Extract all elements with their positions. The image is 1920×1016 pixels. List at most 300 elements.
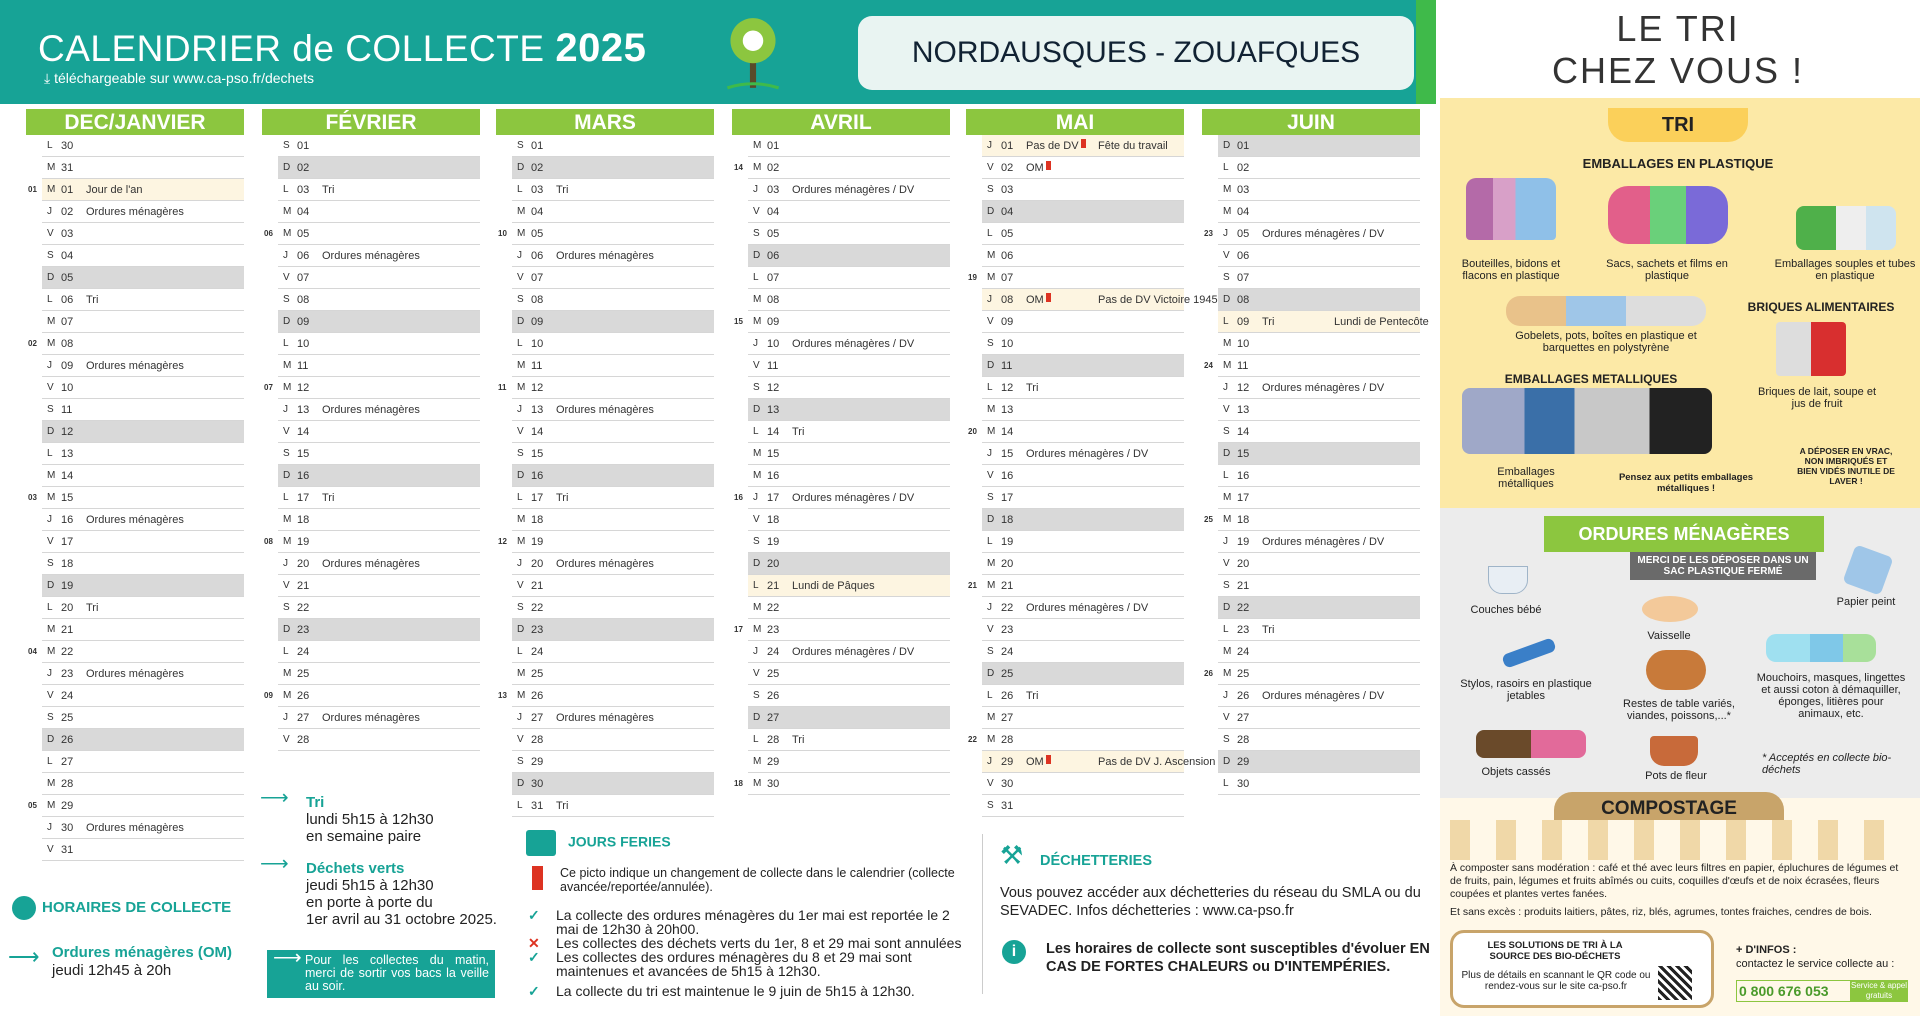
hanger-icon [1476, 730, 1586, 758]
day-letter: M [1223, 206, 1232, 217]
day-number: 20 [297, 558, 310, 570]
tissue-icon [1766, 634, 1876, 662]
day-letter: L [753, 580, 759, 591]
day-number: 09 [767, 316, 780, 328]
collection-event: Ordures ménagères [556, 404, 654, 416]
day-number: 14 [767, 426, 780, 438]
collection-event: Ordures ménagères [322, 558, 420, 570]
day-row [28, 487, 244, 509]
day-letter: D [753, 712, 761, 723]
arrow-icon: ⟶ [260, 787, 289, 809]
pensez-label: Pensez aux petits emballages métalliques ! [1618, 472, 1754, 494]
info-icon: i [1002, 940, 1026, 964]
day-row [42, 201, 244, 223]
day-letter: J [1223, 382, 1228, 393]
day-row [734, 773, 950, 795]
check-icon: ✓ [528, 907, 540, 923]
day-row [1204, 223, 1420, 245]
day-row [42, 817, 244, 839]
day-letter: J [753, 184, 758, 195]
gobelets-label: Gobelets, pots, boîtes en plastique et barquettes en polystyrène [1515, 330, 1697, 354]
day-row [512, 157, 714, 179]
day-row [1218, 751, 1420, 773]
day-number: 15 [61, 492, 74, 504]
day-row [1218, 597, 1420, 619]
collection-event: Ordures ménagères / DV [792, 184, 915, 196]
day-letter: D [753, 250, 761, 261]
dechetterie-icon: ⚒ [1000, 840, 1024, 870]
briques-label: Briques de lait, soupe et jus de fruit [1757, 386, 1877, 410]
dechetteries-text: Vous pouvez accéder aux déchetteries du réseau du SMLA ou du SEVADEC. Infos déchetteries : www.ca-pso.fr [1000, 885, 1421, 919]
collection-event: Ordures ménagères / DV [1026, 602, 1149, 614]
day-number: 07 [1237, 272, 1250, 284]
day-row [512, 289, 714, 311]
holiday-label: Pas de DV J. Ascension [1098, 756, 1216, 768]
collection-event: Tri [792, 426, 805, 438]
day-number: 08 [1237, 294, 1250, 306]
tri-panel [1436, 0, 1920, 1016]
day-number: 02 [61, 206, 74, 218]
month-header: MARS [496, 109, 714, 135]
day-letter: M [47, 338, 56, 349]
collection-event: Tri [1262, 624, 1275, 636]
day-letter: M [47, 470, 56, 481]
day-row [42, 157, 244, 179]
compost-l1: À composter sans modération : café et thé avec leurs filtres en papier, épluchures de légumes et de fruits, pain, légumes et fruits abîmés ou cuits, coquilles d'œufs et de noix écrasées, fleurs coupées et plantes vertes fanées. [1450, 862, 1899, 900]
day-row [982, 619, 1184, 641]
week-number: 03 [28, 493, 37, 502]
day-number: 12 [767, 382, 780, 394]
day-row [1218, 201, 1420, 223]
day-number: 03 [531, 184, 544, 196]
day-letter: J [987, 756, 992, 767]
day-number: 11 [61, 404, 73, 416]
day-row [278, 201, 480, 223]
day-letter: J [47, 668, 52, 679]
day-letter: M [987, 734, 996, 745]
collection-event: Ordures ménagères / DV [792, 646, 915, 658]
day-number: 28 [61, 778, 74, 790]
day-letter: V [283, 426, 290, 437]
day-letter: L [47, 448, 53, 459]
collection-event: Ordures ménagères [86, 514, 184, 526]
day-letter: S [517, 140, 524, 151]
day-row [512, 707, 714, 729]
day-letter: V [283, 272, 290, 283]
day-number: 23 [61, 668, 74, 680]
dv-legend-l3: 1er avril au 31 octobre 2025. [306, 911, 497, 928]
day-number: 01 [531, 140, 544, 152]
day-letter: S [283, 602, 290, 613]
day-letter: J [47, 206, 52, 217]
day-number: 22 [1237, 602, 1250, 614]
day-row [748, 663, 950, 685]
change-flag-icon [1081, 139, 1086, 148]
collection-event: Tri [556, 492, 569, 504]
day-number: 14 [1001, 426, 1014, 438]
cross-icon: ✕ [528, 935, 540, 951]
collection-event: Ordures ménagères [86, 206, 184, 218]
day-row [982, 773, 1184, 795]
day-row [512, 267, 714, 289]
day-row [748, 509, 950, 531]
day-number: 20 [61, 602, 74, 614]
day-number: 12 [1237, 382, 1250, 394]
day-letter: M [47, 778, 56, 789]
day-number: 10 [61, 382, 74, 394]
day-row [512, 333, 714, 355]
day-letter: J [283, 558, 288, 569]
header-banner [0, 0, 1436, 104]
infos-title: + D'INFOS : [1736, 944, 1797, 956]
can-icon [1462, 388, 1712, 454]
day-number: 27 [531, 712, 544, 724]
day-number: 24 [297, 646, 310, 658]
collection-event: Tri [556, 800, 569, 812]
day-letter: L [1223, 162, 1229, 173]
day-number: 28 [297, 734, 310, 746]
week-number: 05 [28, 801, 37, 810]
day-number: 08 [531, 294, 544, 306]
download-link[interactable]: ⤓ téléchargeable sur www.ca-pso.fr/dechets [44, 70, 314, 86]
day-letter: M [283, 514, 292, 525]
day-number: 26 [767, 690, 780, 702]
day-letter: J [753, 646, 758, 657]
tri-legend-l2: en semaine paire [306, 828, 422, 845]
dv-legend-l2: en porte à porte du [306, 894, 433, 911]
day-number: 11 [1001, 360, 1013, 372]
day-number: 30 [767, 778, 780, 790]
week-number: 07 [264, 383, 273, 392]
collection-event: Jour de l'an [86, 184, 143, 196]
day-letter: M [1223, 360, 1232, 371]
day-row [968, 267, 1184, 289]
day-letter: M [517, 382, 526, 393]
day-letter: D [1223, 294, 1231, 305]
calendar-icon [526, 830, 556, 856]
day-letter: L [1223, 470, 1229, 481]
download-icon: ⤓ [44, 70, 55, 86]
day-row [42, 773, 244, 795]
day-number: 18 [297, 514, 310, 526]
day-row [748, 333, 950, 355]
dechetteries-title: DÉCHETTERIES [1040, 852, 1152, 869]
day-number: 30 [61, 822, 74, 834]
day-number: 26 [531, 690, 544, 702]
day-number: 13 [531, 404, 544, 416]
day-number: 05 [1237, 228, 1250, 240]
tri-legend [260, 787, 434, 845]
tri-banner: TRI [1608, 108, 1748, 142]
day-row [278, 487, 480, 509]
day-number: 07 [1001, 272, 1014, 284]
day-letter: D [753, 404, 761, 415]
collection-event: Tri [556, 184, 569, 196]
om-banner: ORDURES MÉNAGÈRES [1544, 516, 1824, 552]
day-letter: S [283, 294, 290, 305]
day-number: 22 [297, 602, 310, 614]
day-row [498, 685, 714, 707]
day-row [278, 443, 480, 465]
day-row [42, 685, 244, 707]
holiday-label: Lundi de Pentecôte [1334, 316, 1429, 328]
collection-event: Ordures ménagères [322, 404, 420, 416]
day-row [982, 223, 1184, 245]
day-number: 02 [1001, 162, 1014, 174]
day-number: 25 [61, 712, 74, 724]
day-number: 13 [1237, 404, 1250, 416]
day-row [748, 355, 950, 377]
dv-legend-l1: jeudi 5h15 à 12h30 [306, 877, 434, 894]
day-row [1218, 399, 1420, 421]
week-number: 19 [968, 273, 977, 282]
day-number: 23 [531, 624, 544, 636]
day-row [512, 619, 714, 641]
arrow-icon: ⟶ [8, 944, 40, 969]
day-letter: M [283, 228, 292, 239]
day-row [1218, 707, 1420, 729]
day-number: 10 [1001, 338, 1014, 350]
day-number: 08 [297, 294, 310, 306]
day-number: 21 [297, 580, 310, 592]
day-row [42, 663, 244, 685]
day-letter: M [283, 536, 292, 547]
vaisselle-label: Vaisselle [1647, 630, 1691, 642]
day-letter: M [753, 294, 762, 305]
day-row [982, 751, 1216, 773]
day-letter: J [987, 448, 992, 459]
day-letter: S [987, 800, 994, 811]
day-number: 13 [297, 404, 310, 416]
diaper-icon [1488, 566, 1528, 594]
day-number: 28 [1237, 734, 1250, 746]
day-row [982, 465, 1184, 487]
day-row [748, 597, 950, 619]
day-number: 03 [1001, 184, 1014, 196]
week-number: 02 [28, 339, 37, 348]
vrac-label: A DÉPOSER EN VRAC, NON IMBRIQUÉS ET BIEN VIDÉS INUTILE DE LAVER ! [1797, 446, 1895, 486]
day-letter: M [517, 690, 526, 701]
day-row [512, 509, 714, 531]
change-flag-icon [1046, 293, 1051, 302]
month-column [262, 109, 480, 751]
day-letter: V [1223, 250, 1230, 261]
day-letter: L [47, 756, 53, 767]
day-row [982, 443, 1184, 465]
day-letter: D [517, 316, 525, 327]
day-number: 18 [1001, 514, 1014, 526]
day-number: 19 [1237, 536, 1250, 548]
day-row [278, 641, 480, 663]
day-number: 17 [1237, 492, 1250, 504]
day-number: 22 [531, 602, 544, 614]
restes-label: Restes de table variés, viandes, poissons,...* [1623, 698, 1735, 722]
day-row [1218, 465, 1420, 487]
day-letter: S [283, 140, 290, 151]
day-letter: V [47, 690, 54, 701]
day-letter: M [987, 404, 996, 415]
day-letter: L [517, 338, 523, 349]
day-letter: L [283, 184, 289, 195]
holiday-label: Fête du travail [1098, 140, 1168, 152]
tube-icon [1796, 206, 1896, 250]
day-row [512, 597, 714, 619]
day-number: 02 [767, 162, 780, 174]
day-letter: D [517, 778, 525, 789]
day-row [1218, 575, 1420, 597]
day-number: 24 [767, 646, 780, 658]
day-number: 21 [531, 580, 544, 592]
day-number: 01 [1237, 140, 1250, 152]
day-number: 09 [531, 316, 544, 328]
day-letter: M [753, 162, 762, 173]
day-number: 26 [297, 690, 310, 702]
day-letter: M [753, 624, 762, 635]
day-row [982, 597, 1184, 619]
arrow-icon: ⟶ [260, 853, 289, 875]
day-number: 22 [767, 602, 780, 614]
collection-event: Tri [322, 492, 335, 504]
day-number: 27 [1001, 712, 1014, 724]
day-number: 25 [1001, 668, 1014, 680]
day-row [1204, 663, 1420, 685]
day-number: 14 [297, 426, 310, 438]
day-letter: D [47, 580, 55, 591]
day-letter: M [753, 316, 762, 327]
day-number: 03 [297, 184, 310, 196]
day-letter: S [1223, 272, 1230, 283]
day-letter: V [987, 624, 994, 635]
week-number: 09 [264, 691, 273, 700]
day-row [278, 355, 480, 377]
day-letter: L [47, 602, 53, 613]
collection-event: Tri [1026, 690, 1039, 702]
day-row [28, 333, 244, 355]
day-letter: M [517, 668, 526, 679]
day-number: 13 [61, 448, 74, 460]
day-row [1218, 773, 1420, 795]
week-number: 14 [734, 163, 743, 172]
day-letter: M [283, 690, 292, 701]
clock-icon [12, 896, 36, 920]
day-number: 15 [297, 448, 310, 460]
week-number: 01 [28, 185, 37, 194]
day-number: 05 [767, 228, 780, 240]
papier-label: Papier peint [1836, 596, 1896, 608]
day-row [748, 641, 950, 663]
month-header: JUIN [1202, 109, 1420, 135]
day-row [1218, 531, 1420, 553]
day-row [512, 795, 714, 817]
day-letter: D [283, 316, 291, 327]
day-number: 01 [767, 140, 780, 152]
day-number: 13 [767, 404, 780, 416]
day-letter: J [1223, 690, 1228, 701]
day-letter: D [987, 360, 995, 371]
day-letter: M [283, 206, 292, 217]
day-number: 23 [1237, 624, 1250, 636]
day-number: 10 [767, 338, 780, 350]
day-number: 23 [1001, 624, 1014, 636]
day-number: 24 [1237, 646, 1250, 658]
day-letter: M [1223, 492, 1232, 503]
day-row [968, 729, 1184, 751]
day-letter: V [47, 844, 54, 855]
day-letter: J [283, 250, 288, 261]
briques-heading: BRIQUES ALIMENTAIRES [1747, 300, 1895, 314]
day-letter: J [47, 360, 52, 371]
day-number: 20 [1001, 558, 1014, 570]
day-number: 03 [61, 228, 74, 240]
day-letter: J [47, 514, 52, 525]
day-row [264, 685, 480, 707]
day-letter: J [517, 558, 522, 569]
day-row [1218, 135, 1420, 157]
day-row [982, 245, 1184, 267]
day-row [512, 575, 714, 597]
day-letter: D [987, 206, 995, 217]
day-row [264, 223, 480, 245]
collection-event: Ordures ménagères [322, 250, 420, 262]
tree-logo-icon [712, 12, 794, 94]
day-letter: S [47, 712, 54, 723]
om-legend-text [52, 944, 232, 980]
day-number: 04 [1001, 206, 1014, 218]
day-row [264, 531, 480, 553]
day-number: 24 [1001, 646, 1014, 658]
day-letter: M [987, 426, 996, 437]
day-letter: M [1223, 338, 1232, 349]
day-row [748, 575, 950, 597]
day-number: 20 [767, 558, 780, 570]
collection-event: Ordures ménagères / DV [1262, 228, 1385, 240]
day-number: 25 [297, 668, 310, 680]
day-row [982, 509, 1184, 531]
day-row [734, 311, 950, 333]
day-number: 19 [767, 536, 780, 548]
day-letter: D [1223, 756, 1231, 767]
day-letter: M [753, 778, 762, 789]
day-letter: M [987, 250, 996, 261]
day-row [982, 157, 1184, 179]
day-letter: M [753, 602, 762, 613]
day-number: 31 [61, 162, 74, 174]
phone-number[interactable]: 0 800 676 053 [1736, 980, 1856, 1002]
day-letter: L [987, 536, 993, 547]
day-letter: V [753, 668, 760, 679]
day-row [982, 135, 1184, 157]
day-letter: L [1223, 624, 1229, 635]
day-letter: J [283, 404, 288, 415]
dv-legend [260, 853, 497, 928]
couches-label: Couches bébé [1470, 604, 1542, 616]
souples-label: Emballages souples et tubes en plastique [1774, 258, 1916, 282]
holiday-label: Pas de DV Victoire 1945 [1098, 294, 1218, 306]
week-number: 26 [1204, 669, 1213, 678]
day-number: 30 [531, 778, 544, 790]
day-row [278, 597, 480, 619]
day-letter: L [283, 646, 289, 657]
day-number: 30 [1237, 778, 1250, 790]
day-row [748, 377, 950, 399]
day-letter: D [517, 470, 525, 481]
day-row [982, 333, 1184, 355]
collection-event: Ordures ménagères [86, 360, 184, 372]
day-row [1204, 509, 1420, 531]
compost-l2: Et sans excès : produits laitiers, pâtes, riz, blés, agrumes, tontes fraiches, cendres de bois. [1450, 906, 1872, 918]
day-letter: M [517, 360, 526, 371]
compost-banner: COMPOSTAGE [1554, 792, 1784, 826]
